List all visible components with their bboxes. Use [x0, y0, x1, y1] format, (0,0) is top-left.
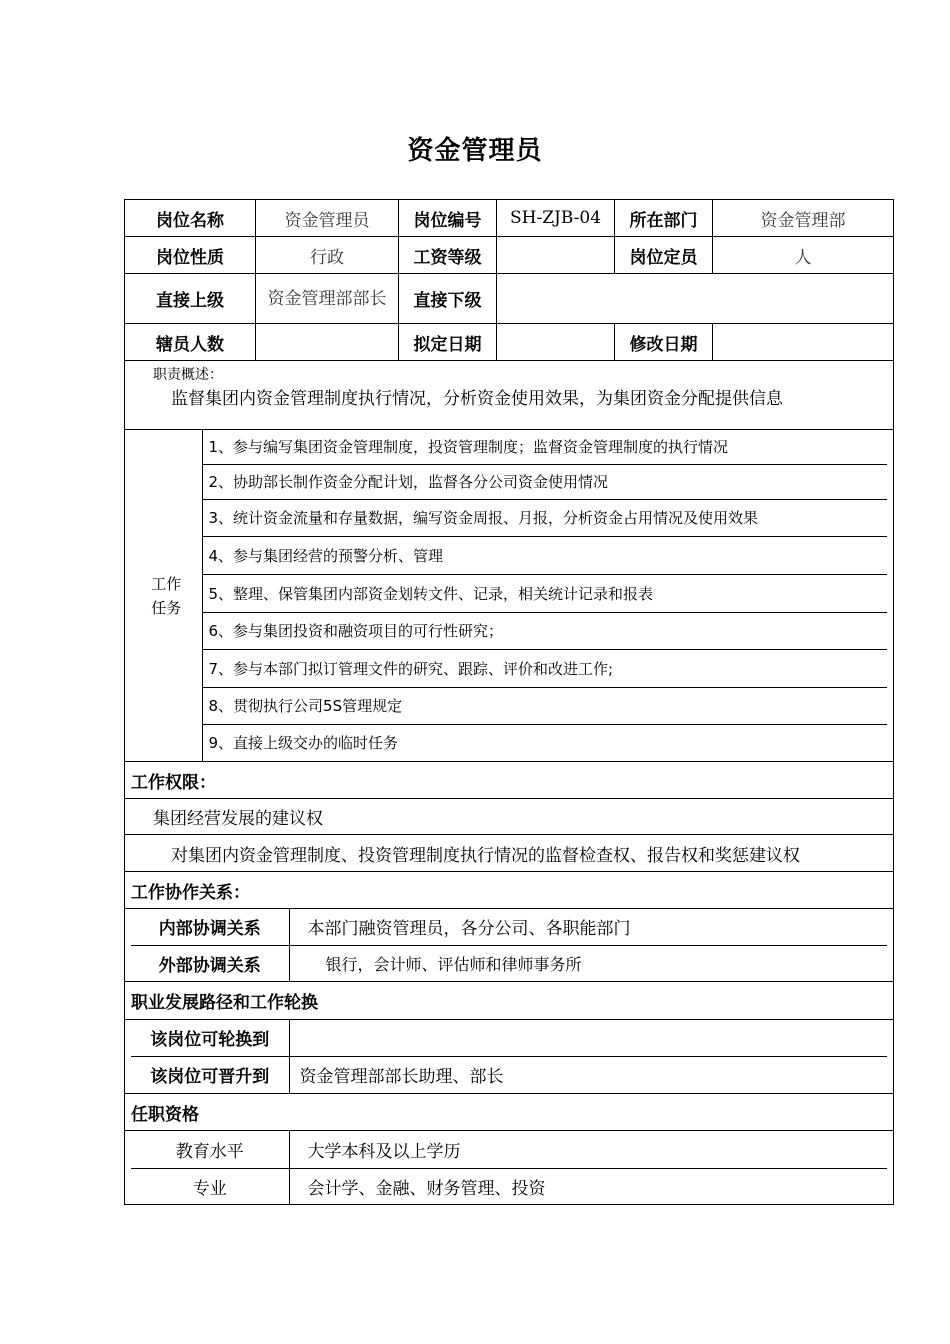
- position-name-label: 岗位名称: [125, 200, 256, 237]
- salary-grade-label: 工资等级: [399, 237, 497, 274]
- task-item: 5、整理、保管集团内部资金划转文件、记录，相关统计记录和报表: [202, 574, 887, 612]
- job-description-table: [124, 199, 894, 1205]
- position-name-value: 资金管理员: [256, 200, 399, 237]
- position-code-label: 岗位编号: [399, 200, 497, 237]
- duty-summary-text: 监督集团内资金管理制度执行情况，分析资金使用效果，为集团资金分配提供信息: [171, 389, 783, 409]
- department-label: 所在部门: [615, 200, 713, 237]
- department-value: 资金管理部: [713, 200, 894, 237]
- tasks-label: [131, 430, 202, 761]
- qualification-table: [131, 1131, 887, 1204]
- direct-superior-value: 资金管理部部长: [256, 274, 399, 324]
- position-nature-value: 行政: [256, 237, 399, 274]
- position-code-value: SH-ZJB-04: [497, 200, 615, 237]
- task-item: 4、参与集团经营的预警分析、管理: [202, 536, 887, 574]
- draft-date-value: [497, 324, 615, 361]
- promotion-value: 资金管理部部长助理、部长: [289, 1056, 887, 1093]
- direct-subordinate-label: 直接下级: [399, 274, 497, 324]
- direct-superior-label: 直接上级: [125, 274, 256, 324]
- tasks-label-text: 工作任务: [151, 574, 182, 617]
- task-item: 6、参与集团投资和融资项目的可行性研究；: [202, 612, 887, 649]
- qualification-block: [125, 1131, 894, 1205]
- authority-item: 对集团内资金管理制度、投资管理制度执行情况的监督检查权、报告权和奖惩建议权: [125, 835, 894, 872]
- draft-date-label: 拟定日期: [399, 324, 497, 361]
- headcount-value: 人: [713, 237, 894, 274]
- task-item: 2、协助部长制作资金分配计划，监督各分公司资金使用情况: [202, 464, 887, 499]
- authority-label: 工作权限：: [125, 762, 894, 799]
- external-coordination-value: 银行，会计师、评估师和律师事务所: [289, 945, 887, 981]
- duty-summary-cell: [125, 361, 894, 430]
- cooperation-block: [125, 909, 894, 982]
- task-item: 9、直接上级交办的临时任务: [202, 724, 887, 761]
- education-value: 大学本科及以上学历: [289, 1131, 887, 1168]
- career-label: 职业发展路径和工作轮换: [125, 982, 894, 1020]
- headcount-label: 岗位定员: [615, 237, 713, 274]
- task-item: 3、统计资金流量和存量数据，编写资金周报、月报，分析资金占用情况及使用效果: [202, 499, 887, 536]
- promotion-label: 该岗位可晋升到: [131, 1056, 289, 1093]
- external-coordination-label: 外部协调关系: [131, 945, 289, 981]
- position-nature-label: 岗位性质: [125, 237, 256, 274]
- staff-count-label: 辖员人数: [125, 324, 256, 361]
- major-value: 会计学、金融、财务管理、投资: [289, 1168, 887, 1204]
- page-title: 资金管理员: [407, 136, 543, 166]
- cooperation-table: [131, 909, 887, 981]
- revise-date-label: 修改日期: [615, 324, 713, 361]
- education-label: 教育水平: [131, 1131, 289, 1168]
- rotation-label: 该岗位可轮换到: [131, 1020, 289, 1056]
- authority-item: 集团经营发展的建议权: [125, 799, 894, 835]
- career-block: [125, 1020, 894, 1094]
- task-item: 8、贯彻执行公司5S管理规定: [202, 687, 887, 724]
- rotation-value: [289, 1020, 887, 1056]
- direct-subordinate-value: [497, 274, 894, 324]
- salary-grade-value: [497, 237, 615, 274]
- tasks-table: [131, 430, 887, 761]
- internal-coordination-value: 本部门融资管理员，各分公司、各职能部门: [289, 909, 887, 945]
- staff-count-value: [256, 324, 399, 361]
- task-item: 7、参与本部门拟订管理文件的研究、跟踪、评价和改进工作;: [202, 649, 887, 687]
- career-table: [131, 1020, 887, 1093]
- task-item: 1、参与编写集团资金管理制度，投资管理制度；监督资金管理制度的执行情况: [202, 430, 887, 464]
- internal-coordination-label: 内部协调关系: [131, 909, 289, 945]
- qualification-label: 任职资格: [125, 1094, 894, 1131]
- major-label: 专业: [131, 1168, 289, 1204]
- cooperation-label: 工作协作关系：: [125, 872, 894, 909]
- revise-date-value: [713, 324, 894, 361]
- duty-summary-label: 职责概述：: [153, 367, 223, 383]
- tasks-block: [125, 430, 894, 762]
